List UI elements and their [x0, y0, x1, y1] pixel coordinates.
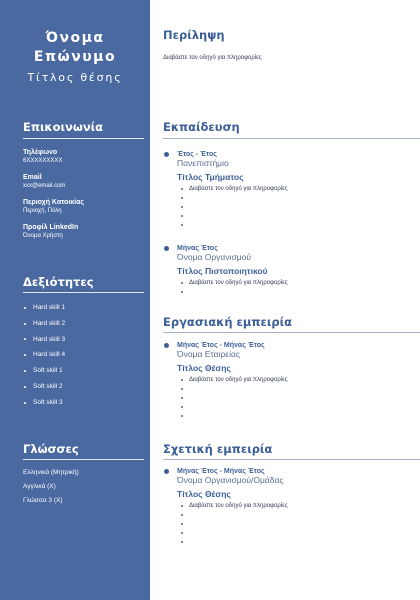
job-title: Τίτλος θέσης — [27, 71, 123, 84]
entry-organization: Όνομα Οργανισμού — [177, 252, 252, 262]
skills-divider — [23, 292, 144, 293]
first-name: Όνομα — [45, 30, 105, 46]
entry-bullets — [177, 502, 412, 546]
timeline-dot-icon — [164, 469, 169, 474]
language-item: Γλώσσα 3 (X) — [23, 497, 63, 504]
skill-item: Hard skill 2 — [23, 316, 65, 332]
bullet-item — [177, 288, 412, 297]
education-divider — [163, 138, 420, 139]
bullet-item — [177, 520, 412, 529]
entry-bullets — [177, 185, 412, 229]
entry-title: Τίτλος Πιστοποιητικού — [177, 266, 268, 276]
entry-organization: Όνομα Εταιρείας — [177, 349, 240, 359]
relevant-experience-divider — [163, 459, 420, 460]
skills-heading: Δεξιότητες — [23, 275, 94, 289]
entry-dates: Μήνας Έτος - Μήνας Έτος — [177, 468, 265, 475]
bullet-item: Διαβάστε τον οδηγό για πληροφορίες — [177, 279, 412, 288]
timeline-dot-icon — [164, 343, 169, 348]
entry-dates: Έτος - Έτος — [177, 151, 217, 158]
bullet-item — [177, 203, 412, 212]
contact-item-location — [23, 198, 145, 216]
entry-organization: Όνομα Οργανισμού/Ομάδας — [177, 475, 284, 485]
contact-value: Περιοχή, Πόλη — [23, 207, 62, 214]
skill-item: Hard skill 4 — [23, 347, 65, 363]
contact-list — [23, 148, 145, 248]
entry-bullets — [177, 376, 412, 420]
education-entry — [177, 150, 412, 229]
language-item: Ελληνικά (Μητρική) — [23, 469, 79, 476]
language-item: Αγγλικά (X) — [23, 483, 56, 490]
skill-item: Soft skill 3 — [23, 395, 65, 411]
skill-item: Hard skill 3 — [23, 332, 65, 348]
skill-item: Soft skill 1 — [23, 363, 65, 379]
entry-title: Τίτλος Τμήματος — [177, 172, 244, 182]
contact-value: xxx@email.com — [23, 182, 66, 189]
summary-text: Διαβάστε τον οδηγό για πληροφορίες — [163, 55, 262, 61]
contact-item-linkedin — [23, 223, 145, 241]
bullet-item — [177, 194, 412, 203]
bullet-item: Διαβάστε τον οδηγό για πληροφορίες — [177, 376, 412, 385]
entry-title: Τίτλος Θέσης — [177, 363, 231, 373]
work-experience-divider — [163, 332, 420, 333]
timeline-dot-icon — [164, 152, 169, 157]
contact-heading: Επικοινωνία — [23, 120, 104, 134]
summary-heading: Περίληψη — [163, 28, 225, 42]
contact-label: Email — [23, 173, 42, 181]
bullet-item: Διαβάστε τον οδηγό για πληροφορίες — [177, 185, 412, 194]
contact-item-email — [23, 173, 145, 191]
entry-dates: Μήνας Έτος — [177, 245, 218, 252]
contact-label: Τηλέφωνο — [23, 148, 58, 156]
contact-label: Περιοχή Κατοικίας — [23, 198, 85, 206]
entry-bullets — [177, 279, 412, 297]
bullet-item — [177, 411, 412, 420]
work-entry — [177, 341, 412, 420]
entry-dates: Μήνας Έτος - Μήνας Έτος — [177, 342, 265, 349]
bullet-item — [177, 220, 412, 229]
work-experience-heading: Εργασιακή εμπειρία — [163, 315, 292, 329]
languages-divider — [23, 459, 144, 460]
last-name: Επώνυμο — [33, 49, 117, 65]
bullet-item — [177, 511, 412, 520]
bullet-item: Διαβάστε τον οδηγό για πληροφορίες — [177, 502, 412, 511]
relevant-experience-heading: Σχετική εμπειρία — [163, 442, 273, 456]
bullet-item — [177, 528, 412, 537]
languages-heading: Γλώσσες — [23, 442, 79, 456]
contact-value: Όνομα Χρήστη — [23, 232, 63, 239]
timeline-dot-icon — [164, 246, 169, 251]
entry-title: Τίτλος Θέσης — [177, 489, 231, 499]
skill-item: Hard skill 1 — [23, 300, 65, 316]
relevant-entry — [177, 467, 412, 546]
skills-list — [23, 300, 65, 411]
languages-list — [23, 466, 79, 508]
bullet-item — [177, 537, 412, 546]
contact-item-phone — [23, 148, 145, 166]
contact-label: Προφίλ LinkedIn — [23, 223, 79, 231]
contact-divider — [23, 138, 144, 139]
education-heading: Εκπαίδευση — [163, 120, 240, 134]
bullet-item — [177, 402, 412, 411]
contact-value: 6XXXXXXXXX — [23, 157, 63, 164]
skill-item: Soft skill 2 — [23, 379, 65, 395]
certification-entry — [177, 244, 412, 297]
entry-organization: Πανεπιστήμιο — [177, 158, 229, 168]
bullet-item — [177, 211, 412, 220]
sidebar — [0, 0, 150, 600]
bullet-item — [177, 394, 412, 403]
bullet-item — [177, 385, 412, 394]
